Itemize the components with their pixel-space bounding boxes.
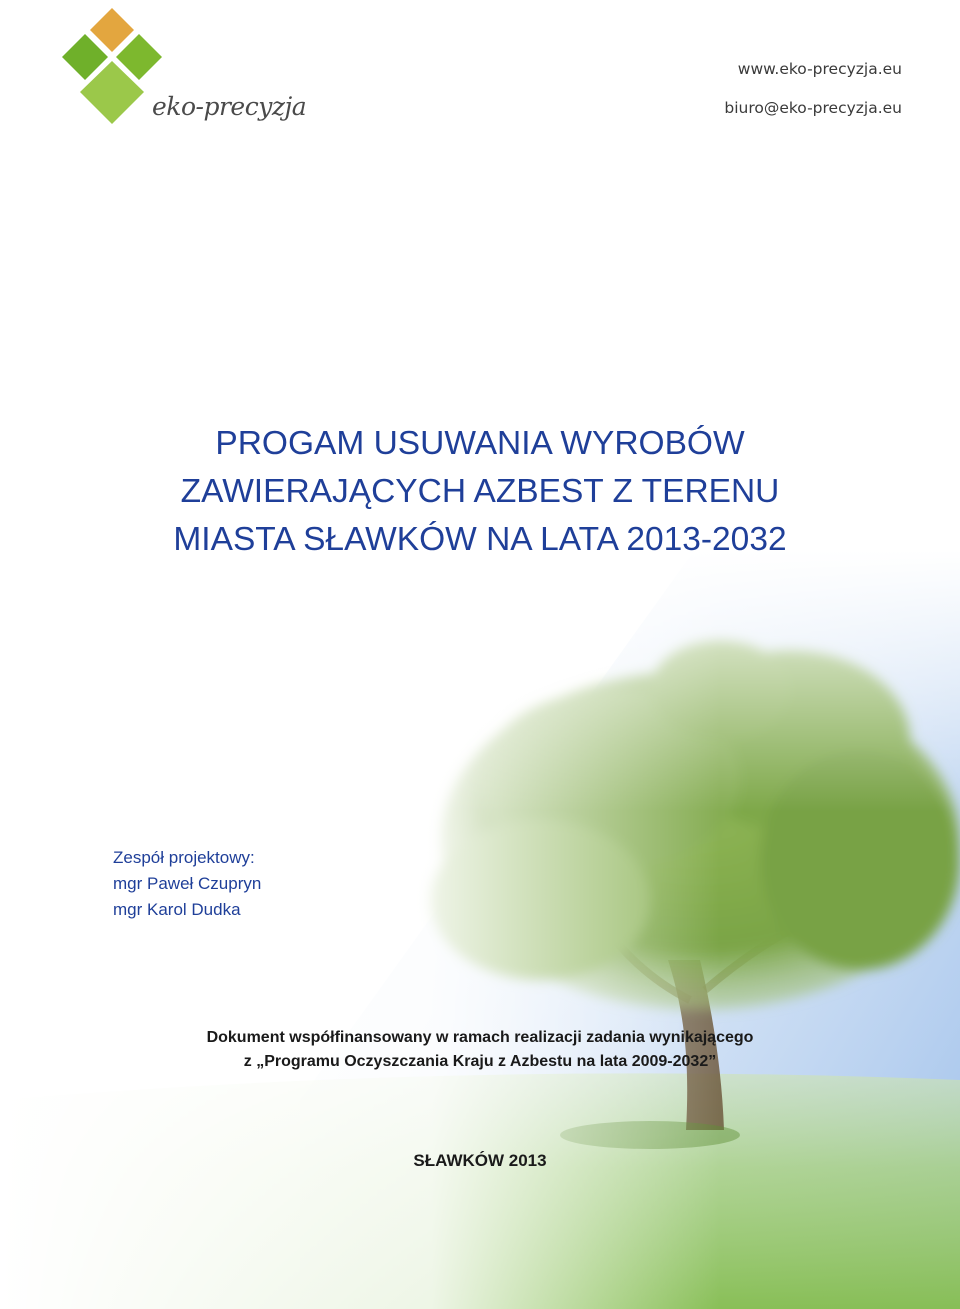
logo-wordmark: eko-precyzja <box>152 92 307 121</box>
place-year: SŁAWKÓW 2013 <box>413 1151 547 1170</box>
team-member: mgr Karol Dudka <box>113 900 241 919</box>
document-title <box>80 420 880 564</box>
contact-info <box>724 50 902 128</box>
team-heading: Zespół projektowy: <box>113 848 255 867</box>
title-line-1: PROGAM USUWANIA WYROBÓW <box>215 425 745 462</box>
cofinancing-note <box>40 1026 920 1074</box>
project-team <box>113 845 261 923</box>
title-line-3: MIASTA SŁAWKÓW NA LATA 2013-2032 <box>173 521 787 558</box>
note-line-1: Dokument współfinansowany w ramach realizacji zadania wynikającego <box>206 1029 754 1046</box>
website-link[interactable]: www.eko-precyzja.eu <box>737 60 902 78</box>
company-logo <box>52 6 307 132</box>
email-link[interactable]: biuro@eko-precyzja.eu <box>724 99 902 117</box>
note-line-2: z „Programu Oczyszczania Kraju z Azbestu na lata 2009-2032” <box>243 1053 717 1070</box>
team-member: mgr Paweł Czupryn <box>113 874 262 893</box>
title-line-2: ZAWIERAJĄCYCH AZBEST Z TERENU <box>180 473 780 510</box>
